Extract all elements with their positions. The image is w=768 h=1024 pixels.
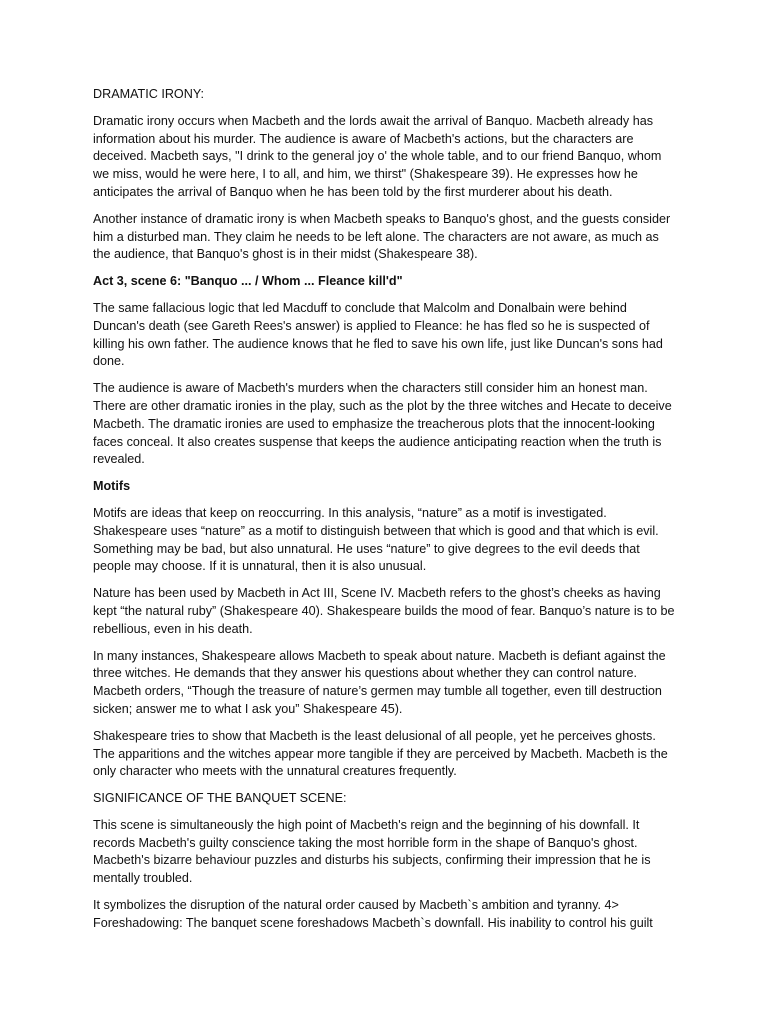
paragraph-fallacious-logic: The same fallacious logic that led Macduff to conclude that Malcolm and Donalbain were behind Duncan's death (see Gareth Rees's answer) is applied to Fleance: he has fled so he is suspected of killing his own father. The audience knows that he fled to save his own life, just like Duncan's sons had done. bbox=[93, 300, 663, 369]
paragraph-dramatic-irony-ghost: Another instance of dramatic irony is when Macbeth speaks to Banquo's ghost, and the guests consider him a disturbed man. They claim he needs to be left alone. The characters are not aware, as much as the audience, that Banquo's ghost is in their midst (Shakespeare 38). bbox=[93, 211, 671, 262]
heading-motifs: Motifs bbox=[93, 479, 131, 494]
paragraph-delusional: Shakespeare tries to show that Macbeth is the least delusional of all people, yet he perceives ghosts. The apparitions and the witches appear more tangible if they are perceived by Macbeth. Macbeth is the only character who meets with the unnatural creatures frequently. bbox=[93, 728, 668, 779]
paragraph-nature-act3: Nature has been used by Macbeth in Act III, Scene IV. Macbeth refers to the ghost’s cheeks as having kept “the natural ruby” (Shakespeare 40). Shakespeare builds the mood of fear. Banquo’s nature is to be rebellious, even in his death. bbox=[93, 586, 675, 636]
paragraph-audience-aware: The audience is aware of Macbeth's murders when the characters still consider him an honest man. There are other dramatic ironies in the play, such as the plot by the three witches and Hecate to deceive Macbeth. The dramatic ironies are used to emphasize the treacherous plots that the innocent-looking faces conceal. It also creates suspense that keeps the audience anticipating reaction when the truth is revealed. bbox=[93, 381, 672, 467]
heading-dramatic-irony: DRAMATIC IRONY: bbox=[93, 87, 205, 101]
document-page bbox=[93, 86, 677, 942]
paragraph-banquet-high-point: This scene is simultaneously the high point of Macbeth's reign and the beginning of his downfall. It records Macbeth's guilty conscience taking the most horrible form in the shape of Banquo's ghost. Macbeth's bizarre behaviour puzzles and disturbs his subjects, confirming their impression that he is mentally troubled. bbox=[93, 817, 651, 886]
heading-significance-banquet: SIGNIFICANCE OF THE BANQUET SCENE: bbox=[93, 791, 347, 806]
heading-act3-scene6: Act 3, scene 6: "Banquo ... / Whom ... Fleance kill'd" bbox=[93, 274, 403, 289]
paragraph-macbeth-nature: In many instances, Shakespeare allows Macbeth to speak about nature. Macbeth is defiant against the three witches. He demands that they answer his questions about whether they can control nature. Macbeth orders, “Though the treasure of nature’s germen may tumble all together, even till destruction sicken; answer me to what I ask you” Shakespeare 45). bbox=[93, 648, 666, 716]
paragraph-banquet-symbolizes: It symbolizes the disruption of the natural order caused by Macbeth`s ambition and tyranny. 4> Foreshadowing: The banquet scene foreshadows Macbeth`s downfall. His inability to control his guilt bbox=[93, 898, 653, 930]
paragraph-dramatic-irony-banquet: Dramatic irony occurs when Macbeth and the lords await the arrival of Banquo. Macbeth already has information about his murder. The audience is aware of Macbeth's actions, but the characters are deceived. Macbeth says, "I drink to the general joy o' the whole table, and to our friend Banquo, whom we miss, would he were here, I to all, and him, we thirst" (Shakespeare 39). He expresses how he anticipates the arrival of Banquo when he has been told by the first murderer about his death. bbox=[93, 113, 662, 199]
paragraph-motifs-intro: Motifs are ideas that keep on reoccurring. In this analysis, “nature” as a motif is investigated. Shakespeare uses “nature” as a motif to distinguish between that which is good and that which is evil. Something may be bad, but also unnatural. He uses “nature” to give degrees to the evil deeds that people may choose. If it is unnatural, then it is also unusual. bbox=[93, 505, 659, 574]
